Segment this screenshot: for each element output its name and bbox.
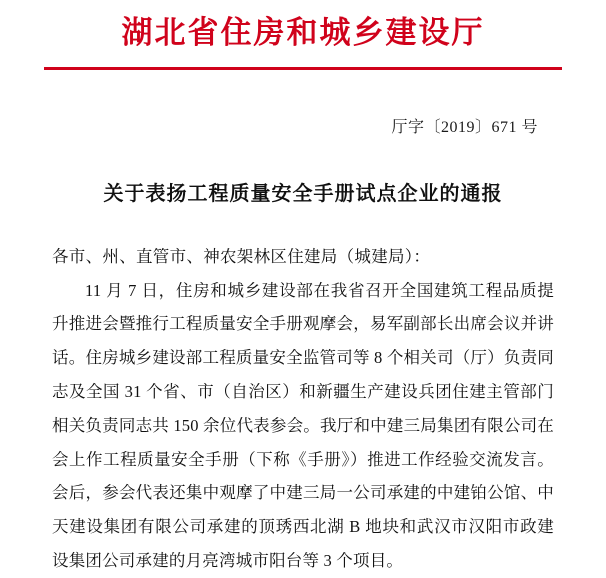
document-number: 厅字〔2019〕671 号 <box>391 118 538 136</box>
salutation: 各市、州、直管市、神农架林区住建局（城建局）： <box>52 246 431 266</box>
masthead-divider <box>44 67 562 70</box>
document-body <box>52 240 554 578</box>
document-number-row <box>0 114 606 137</box>
body-paragraph-1: 11 月 7 日，住房和城乡建设部在我省召开全国建筑工程品质提升推进会暨推行工程质量安全手册观摩会，易军副部长出席会议并讲话。住房城乡建设部工程质量安全监管司等 8 个相关司（厅）负责同志及全国 31 个省、市（自治区）和新疆生产建设兵团住建主管部门相关负责同志共 150 余位代表参会。我厅和中建三局集团有限公司在会上作工程质量安全手册（下称《手册》）推进工作经验交流发言。会后，参会代表还集中观摩了中建三局一公司承建的中建铂公馆、中天建设集团有限公司承建的顶琇西北湖 B 地块和武汉市汉阳市政建设集团公司承建的月亮湾城市阳台等 3 个项目。 <box>52 280 554 571</box>
issuing-authority-title: 湖北省住房和城乡建设厅 <box>121 15 485 51</box>
document-title: 关于表扬工程质量安全手册试点企业的通报 <box>103 180 503 205</box>
masthead <box>0 0 606 55</box>
